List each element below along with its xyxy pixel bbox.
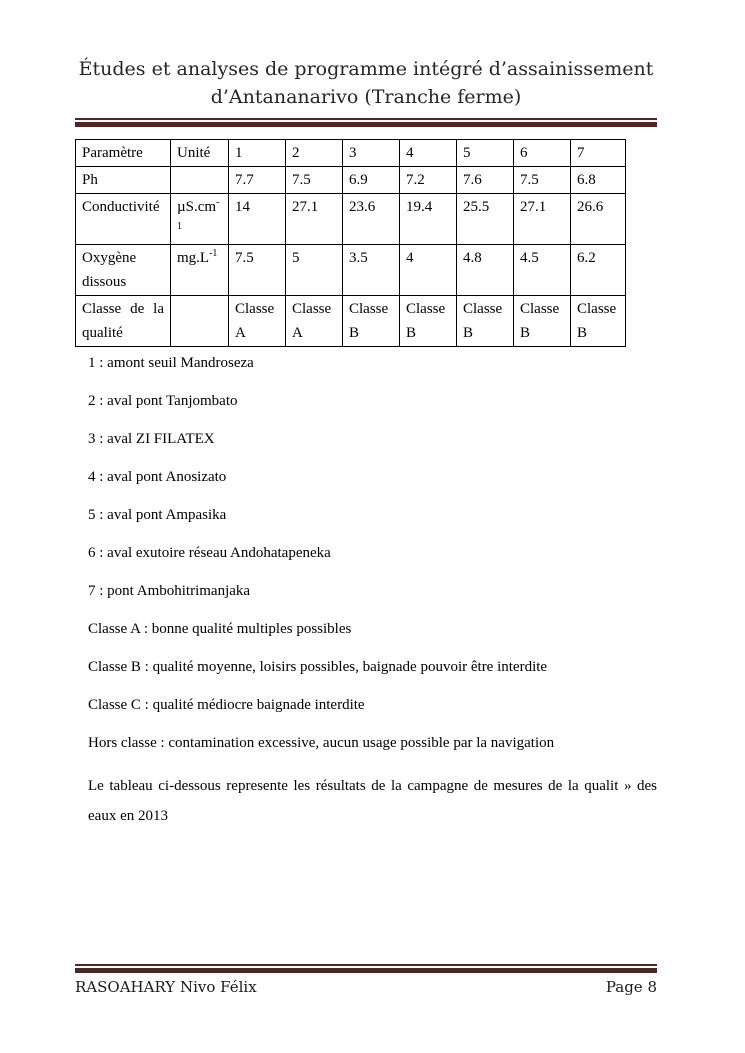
note-station-6: 6 : aval exutoire réseau Andohatapeneka	[88, 545, 331, 561]
note-classe-c: Classe C : qualité médiocre baignade interdite	[88, 697, 365, 713]
cell-value: 7.7	[229, 167, 286, 194]
column-header-station-6: 6	[514, 140, 571, 167]
column-header-parametre: Paramètre	[76, 140, 171, 167]
cell-value: 3.5	[343, 245, 400, 296]
page-title-line-2: d’Antananarivo (Tranche ferme)	[210, 86, 522, 108]
legend-notes	[75, 353, 657, 753]
note-station-4: 4 : aval pont Anosizato	[88, 469, 227, 485]
cell-value: 6.2	[571, 245, 626, 296]
footer-divider	[75, 964, 657, 973]
cell-value: 6.8	[571, 167, 626, 194]
column-header-station-5: 5	[457, 140, 514, 167]
column-header-station-2: 2	[286, 140, 343, 167]
note-station-3: 3 : aval ZI FILATEX	[88, 431, 215, 447]
table-header-row	[76, 140, 626, 167]
cell-value: 14	[229, 194, 286, 245]
cell-value: 27.1	[514, 194, 571, 245]
page-footer	[75, 964, 657, 996]
column-header-station-4: 4	[400, 140, 457, 167]
row-unit	[171, 296, 229, 347]
table-row-oxygene-dissous	[76, 245, 626, 296]
footer-page-number: Page 8	[605, 978, 657, 996]
footer-row	[75, 978, 657, 996]
water-quality-table	[75, 139, 626, 347]
cell-value: 4.8	[457, 245, 514, 296]
title-divider	[75, 118, 657, 127]
column-header-station-1: 1	[229, 140, 286, 167]
row-unit: $\mu S.cm^{-1}$	[171, 194, 229, 245]
column-header-unite: Unité	[171, 140, 229, 167]
cell-value: 5	[286, 245, 343, 296]
cell-value: 25.5	[457, 194, 514, 245]
note-station-1: 1 : amont seuil Mandroseza	[88, 355, 254, 371]
cell-value: 4.5	[514, 245, 571, 296]
row-label: Classe de la qualité	[76, 296, 171, 347]
row-unit: $mg.L^{-1}$	[171, 245, 229, 296]
cell-value: Classe A	[229, 296, 286, 347]
table-row-conductivite	[76, 194, 626, 245]
row-label: Oxygène dissous	[76, 245, 171, 296]
row-label: Conductivité	[76, 194, 171, 245]
note-hors-classe: Hors classe : contamination excessive, aucun usage possible par la navigation	[88, 735, 555, 751]
cell-value: 7.5	[286, 167, 343, 194]
cell-value: 4	[400, 245, 457, 296]
table-row-ph	[76, 167, 626, 194]
cell-value: Classe B	[571, 296, 626, 347]
cell-value: Classe B	[514, 296, 571, 347]
cell-value: 7.5	[229, 245, 286, 296]
note-classe-a: Classe A : bonne qualité multiples possibles	[88, 621, 352, 637]
cell-value: Classe B	[400, 296, 457, 347]
cell-value: Classe A	[286, 296, 343, 347]
cell-value: 7.6	[457, 167, 514, 194]
note-station-5: 5 : aval pont Ampasika	[88, 507, 227, 523]
row-label: Ph	[76, 167, 171, 194]
cell-value: Classe B	[343, 296, 400, 347]
page-title	[75, 55, 657, 111]
footer-author: RASOAHARY Nivo Félix	[75, 978, 257, 996]
column-header-station-7: 7	[571, 140, 626, 167]
row-unit	[171, 167, 229, 194]
note-classe-b: Classe B : qualité moyenne, loisirs possibles, baignade pouvoir être interdite	[88, 659, 548, 675]
note-station-2: 2 : aval pont Tanjombato	[88, 393, 238, 409]
body-paragraph: Le tableau ci-dessous represente les résultats de la campagne de mesures de la qualit » des eaux en 2013	[88, 778, 657, 824]
cell-value: 27.1	[286, 194, 343, 245]
cell-value: 26.6	[571, 194, 626, 245]
column-header-station-3: 3	[343, 140, 400, 167]
cell-value: 23.6	[343, 194, 400, 245]
cell-value: 6.9	[343, 167, 400, 194]
cell-value: 7.5	[514, 167, 571, 194]
cell-value: 19.4	[400, 194, 457, 245]
table-row-classe-qualite	[76, 296, 626, 347]
document-content	[75, 55, 657, 831]
cell-value: Classe B	[457, 296, 514, 347]
page-title-line-1: Études et analyses de programme intégré d’assainissement	[78, 58, 654, 80]
note-station-7: 7 : pont Ambohitrimanjaka	[88, 583, 251, 599]
cell-value: 7.2	[400, 167, 457, 194]
